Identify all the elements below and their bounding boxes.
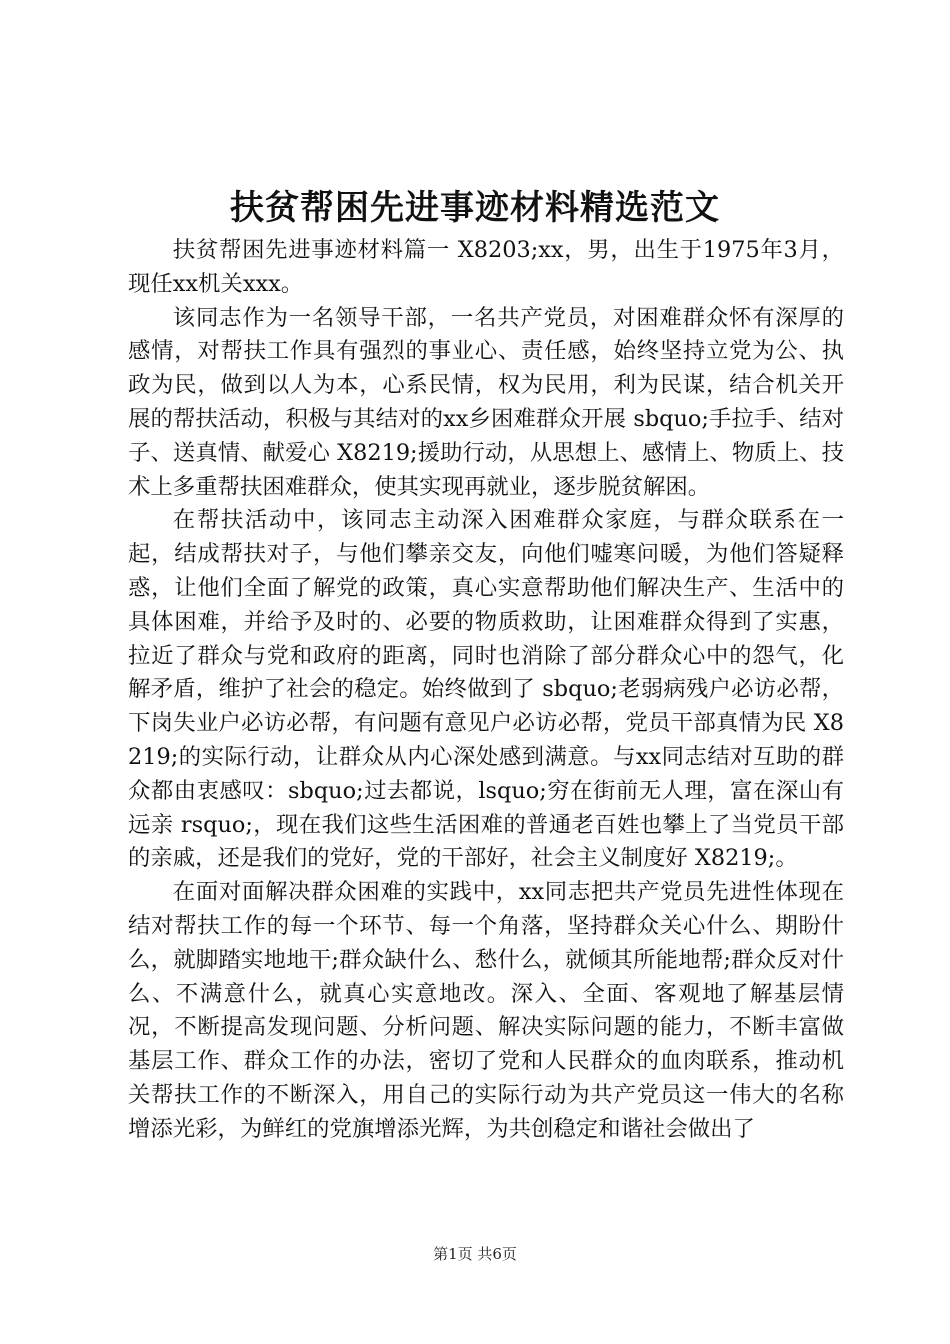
document-body (128, 234, 844, 1147)
paragraph-2: 该同志作为一名领导干部，一名共产党员，对困难群众怀有深厚的感情，对帮扶工作具有强烈的事业心、责任感，始终坚持立党为公、执政为民，做到以人为本，心系民情，权为民用，利为民谋，结合机关开展的帮扶活动，积极与其结对的xx乡困难群众开展 sbquo;手拉手、结对子、送真情、献爱心 X8219;援助行动，从思想上、感情上、物质上、技术上多重帮扶困难群众，使其实现再就业，逐步脱贫解困。 (128, 304, 844, 500)
paragraph-3: 在帮扶活动中，该同志主动深入困难群众家庭，与群众联系在一起，结成帮扶对子，与他们攀亲交友，向他们嘘寒问暖，为他们答疑释惑，让他们全面了解党的政策，真心实意帮助他们解决生产、生活中的具体困难，并给予及时的、必要的物质救助，让困难群众得到了实惠，拉近了群众与党和政府的距离，同时也消除了部分群众心中的怨气，化解矛盾，维护了社会的稳定。始终做到了 sbquo;老弱病残户必访必帮，下岗失业户必访必帮，有问题有意见户必访必帮，党员干部真情为民 X8219;的实际行动，让群众从内心深处感到满意。与xx同志结对互助的群众都由衷感叹：sbquo;过去都说，lsquo;穷在街前无人理，富在深山有远亲 rsquo;，现在我们这些生活困难的普通老百姓也攀上了当党员干部的亲戚，还是我们的党好，党的干部好，社会主义制度好 X8219;。 (128, 507, 844, 872)
page-number-footer: 第1页 共6页 (433, 1245, 517, 1263)
paragraph-1: 扶贫帮困先进事迹材料篇一 X8203;xx，男，出生于1975年3月，现任xx机关xxx。 (128, 237, 844, 297)
paragraph-4: 在面对面解决群众困难的实践中，xx同志把共产党员先进性体现在结对帮扶工作的每一个环节、每一个角落，坚持群众关心什么、期盼什么，就脚踏实地地干;群众缺什么、愁什么，就倾其所能地帮;群众反对什么、不满意什么，就真心实意地改。深入、全面、客观地了解基层情况，不断提高发现问题、分析问题、解决实际问题的能力，不断丰富做基层工作、群众工作的办法，密切了党和人民群众的血肉联系，推动机关帮扶工作的不断深入，用自己的实际行动为共产党员这一伟大的名称增添光彩，为鲜红的党旗增添光辉，为共创稳定和谐社会做出了 (128, 879, 844, 1142)
document-title: 扶贫帮困先进事迹材料精选范文 (230, 188, 720, 228)
